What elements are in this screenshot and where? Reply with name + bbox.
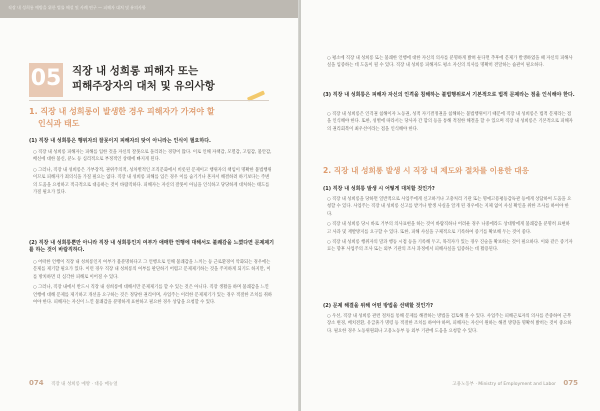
question-1: (1) 직장 내 성희롱은 행위자의 잘못이지 피해자의 탓이 아니라는 인식이 필요하다. (29, 138, 211, 144)
chapter-title-line-2: 피해주장자의 대처 및 유의사항 (72, 80, 215, 92)
question-4: (1) 직장 내 성희롱 발생 시 어떻게 대처할 것인가? (323, 186, 435, 192)
right-page-number: 075 (563, 379, 578, 387)
paragraph: ○ 우선, 직장 내 성희롱 관련 절차를 통해 문제를 해결하는 방법을 검토해 볼 수 있다. 사업주는 피해근로자의 의사를 존중하여 근무장소 변경, 배치전환, 유급휴가 명령 등 적절한 조치를 하여야 하며, 피해자는 자신이 원하는 해결 방향을 명확히 밝히는 것이 중요하다. 필요한 경우 노동위원회나 고용노동부 등 외부 기관에 도움을 요청할 수 있다. (327, 314, 572, 334)
section-heading-1-line-1: 1. 직장 내 성희롱이 발생한 경우 피해자가 가져야 할 (29, 107, 215, 116)
right-body-block-3 (327, 196, 573, 296)
paragraph: ○ 어떠한 언행이 직장 내 성희롱인지 여부가 불분명하다고 그 언행으로 인해 불쾌감을 느끼는 등 근로환경이 악화되는 경우에는 문제를 제기할 필요가 있다. 이런 경우 직장 내 성희롱의 여부를 판단하기 어렵고 문제제기하는 것을 주저하게 되기도 하지만, 이를 방치하면 더 심각한 피해로 이어질 수 있다. (33, 260, 271, 280)
left-page-number: 074 (29, 379, 44, 387)
paragraph: ○ 그러나, 직장 내에서 반드시 직장 내 성희롱에 대해서만 문제제기를 할 수 있는 것은 아니다. 직장 생활을 하며 불쾌감을 느낀 언행에 대해 문제를 제기하고 개선을 요구하는 것은 정당한 권리이며, 사업주는 이러한 문제제기가 있는 경우 적절한 조치를 취하여야 한다. 피해자는 자신이 느낀 불쾌감을 분명하게 표현하고 필요한 경우 상담을 요청할 수 있다. (33, 285, 273, 306)
paragraph: ○ 직장 내 성희롱은 인격권 침해이자 노동권, 성적 자기결정권을 침해하는 불법행위이기 때문에 직장 내 성희롱은 법적 문제라는 점을 인식해야 한다. 또한, 성별에 따라서는 당사자 간 합의 등을 통해 적절한 해결을 할 수 있으며 직장 내 성희롱은 기본적으로 피해자의 권리회복이 최우선이라는 점을 인식해야 한다. (327, 112, 573, 132)
paragraph: ○ 직장 내 성희롱 당시 바로 거부의 의사표현을 하는 것이 바람직하나 어려운 경우 나중에라도 상대방에게 불쾌감을 분명히 표현하고 사과 및 재발방지를 요구할 수 있다. 또한, 피해 사실을 구체적으로 기록하여 증거를 확보해 두는 것이 좋다. (327, 222, 570, 235)
chapter-number: 05 (30, 66, 62, 91)
paragraph: ○ 그러나, 직장 내 성희롱은 가부장적, 권위주의적, 성차별적인 조직문화에서 비롯된 문제이고 행위자의 책임이 명확한 불법행위이므로 피해자가 죄의식을 가질 필요는 없다. 직장 내 성희롱 피해를 입은 경우 이를 숨기거나 혼자서 해결하려 하기보다는 주변의 도움을 요청하고 적극적으로 대응하는 것이 바람직하다. 피해자는 자신의 잘못이 아님을 인식하고 당당하게 대처하는 태도를 가질 필요가 있다. (33, 167, 272, 196)
chapter-title (72, 64, 215, 94)
paragraph: ○ 평소에 직장 내 성희롱 또는 불쾌한 언행에 대한 자신의 의사를 분명하게 밝혀 둔다면 추후에 문제가 발생하였을 때 자신의 피해사실을 입증하는 데 도움이 될 수 있다. 직장 내 성희롱 피해자도 평소 자신의 의사를 명확히 전달하는 습관이 필요하다. (327, 56, 573, 69)
left-footer (29, 379, 118, 387)
right-footer (452, 379, 578, 387)
title-divider (29, 100, 269, 101)
question-5: (2) 문제 해결을 위해 어떤 방법을 선택할 것인가? (323, 303, 434, 309)
section-heading-1 (29, 106, 279, 130)
right-body-block-4 (327, 313, 573, 371)
section-heading-2: 2. 직장 내 성희롱 발생 시 직장 내 제도와 절차를 이용한 대응 (323, 166, 529, 175)
left-page (0, 0, 299, 411)
right-footer-caption: 고용노동부 · Ministry of Employment and Labor (452, 382, 556, 387)
left-body-block-2 (33, 259, 273, 371)
left-body-block-1 (33, 149, 273, 233)
paragraph: ○ 직장 내 성희롱 피해자는 피해를 입한 것을 자신의 잘못으로 돌리려는 경향이 많다. 이로 인해 자책감, 모멸감, 고립감, 불안감, 배신에 대한 불신, 분노 등 심리적으로 부정적인 상태에 빠지게 된다. (33, 150, 272, 163)
header-band (0, 0, 299, 18)
chapter-title-line-1: 직장 내 성희롱 피해자 또는 (72, 65, 199, 77)
paragraph: ○ 직장 내 성희롱 행위자의 말과 행동 시점 등을 기록해 두고, 목격자가 있는 경우 진술을 확보하는 것이 필요하다. 이와 같은 증거자료는 향후 사업주의 조사 또는 외부 기관의 조사 과정에서 피해사실을 입증하는 데 활용된다. (327, 240, 573, 253)
section-heading-1-line-2: 인식과 태도 (38, 119, 80, 128)
right-body-block-1 (327, 55, 573, 87)
question-2: (2) 직장 내 성희롱뿐만 아니라 직장 내 성희롱인지 여부가 애매한 언행에 대해서도 불쾌감을 느꼈다면 문제제기를 하는 것이 바람직하다. (29, 240, 274, 253)
running-title: 직장 내 성희롱 예방을 위한 법률 해설 및 사례 연구 — 피해자 대처 및 유의사항 (8, 5, 146, 10)
left-footer-caption: 직장 내 성희롱 예방 · 대응 매뉴얼 (51, 382, 118, 387)
question-3: (3) 직장 내 성희롱은 피해자 자신의 인격을 침해하는 불법행위로서 기본적으로 법적 문제라는 점을 인식해야 한다. (323, 92, 575, 98)
right-body-block-2 (327, 111, 573, 151)
paragraph: ○ 직장 내 성희롱을 당하면 일반적으로 사업주에게 신고하거나 고충처리 기관 또는 명예고용평등감독관 등에게 상담하여 도움을 요청할 수 있다. 사업주는 직장 내 성희롱 신고를 받거나 발생 사실을 알게 된 경우에는 지체 없이 사실 확인을 위한 조사를 하여야 한다. (327, 197, 572, 217)
right-page (301, 0, 600, 411)
